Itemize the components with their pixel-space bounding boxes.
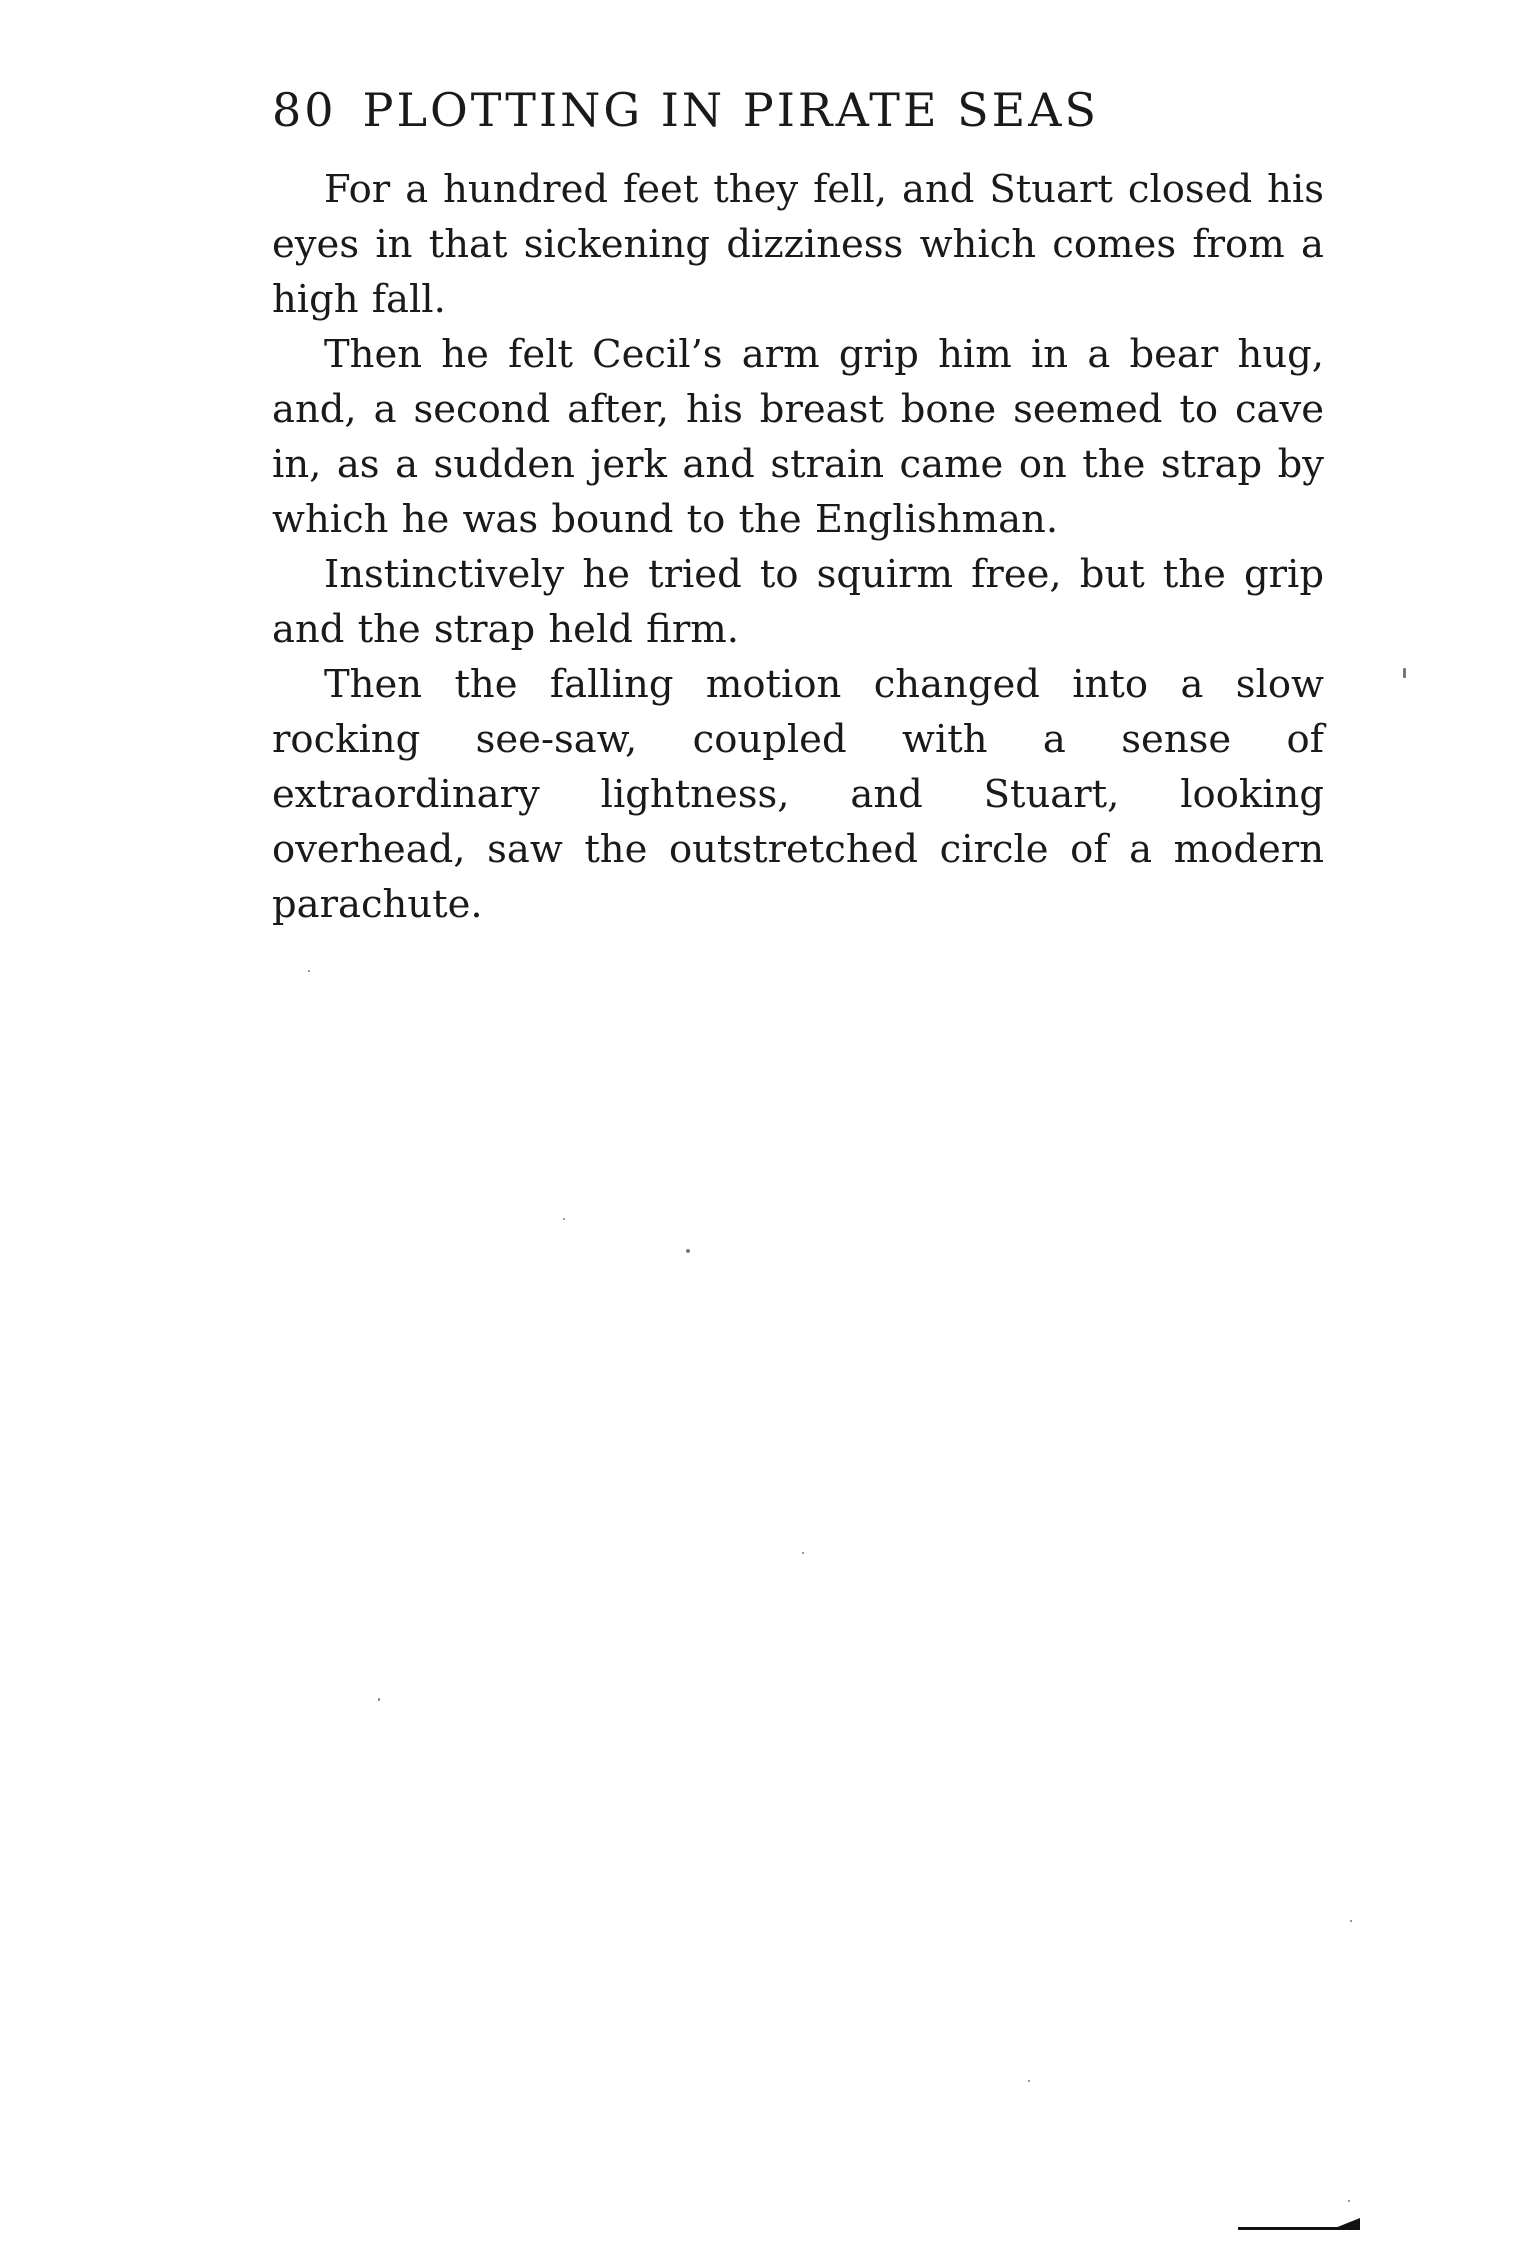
scan-speck	[1350, 1920, 1352, 1922]
paragraph: Then the falling motion changed into a slow rocking see-saw, coupled with a sense of extraordinary lightness, and Stuart, looking overhead, saw the outstretched circle of a modern parachute.	[272, 662, 1324, 927]
body-text	[272, 162, 1324, 932]
scan-speck	[563, 1218, 565, 1220]
paragraph: Then he felt Cecil’s arm grip him in a bear hug, and, a second after, his breast bone seemed to cave in, as a sudden jerk and strain came on the strap by which he was bound to the Englishman.	[272, 332, 1324, 542]
book-title: PLOTTING IN PIRATE SEAS	[362, 83, 1099, 137]
scan-speck	[378, 1698, 380, 1701]
scan-speck	[686, 1249, 690, 1253]
scan-speck	[1403, 668, 1406, 678]
scan-speck	[1348, 2200, 1350, 2202]
bottom-rule-end	[1330, 2218, 1360, 2230]
page-number: 80	[272, 83, 337, 137]
scan-speck	[1028, 2080, 1030, 2082]
scan-speck	[802, 1552, 804, 1554]
running-head	[272, 80, 1332, 140]
paragraph: Instinctively he tried to squirm free, but the grip and the strap held firm.	[272, 552, 1324, 652]
paragraph: For a hundred feet they fell, and Stuart closed his eyes in that sickening dizziness which comes from a high fall.	[272, 167, 1324, 322]
scan-speck	[308, 970, 310, 972]
